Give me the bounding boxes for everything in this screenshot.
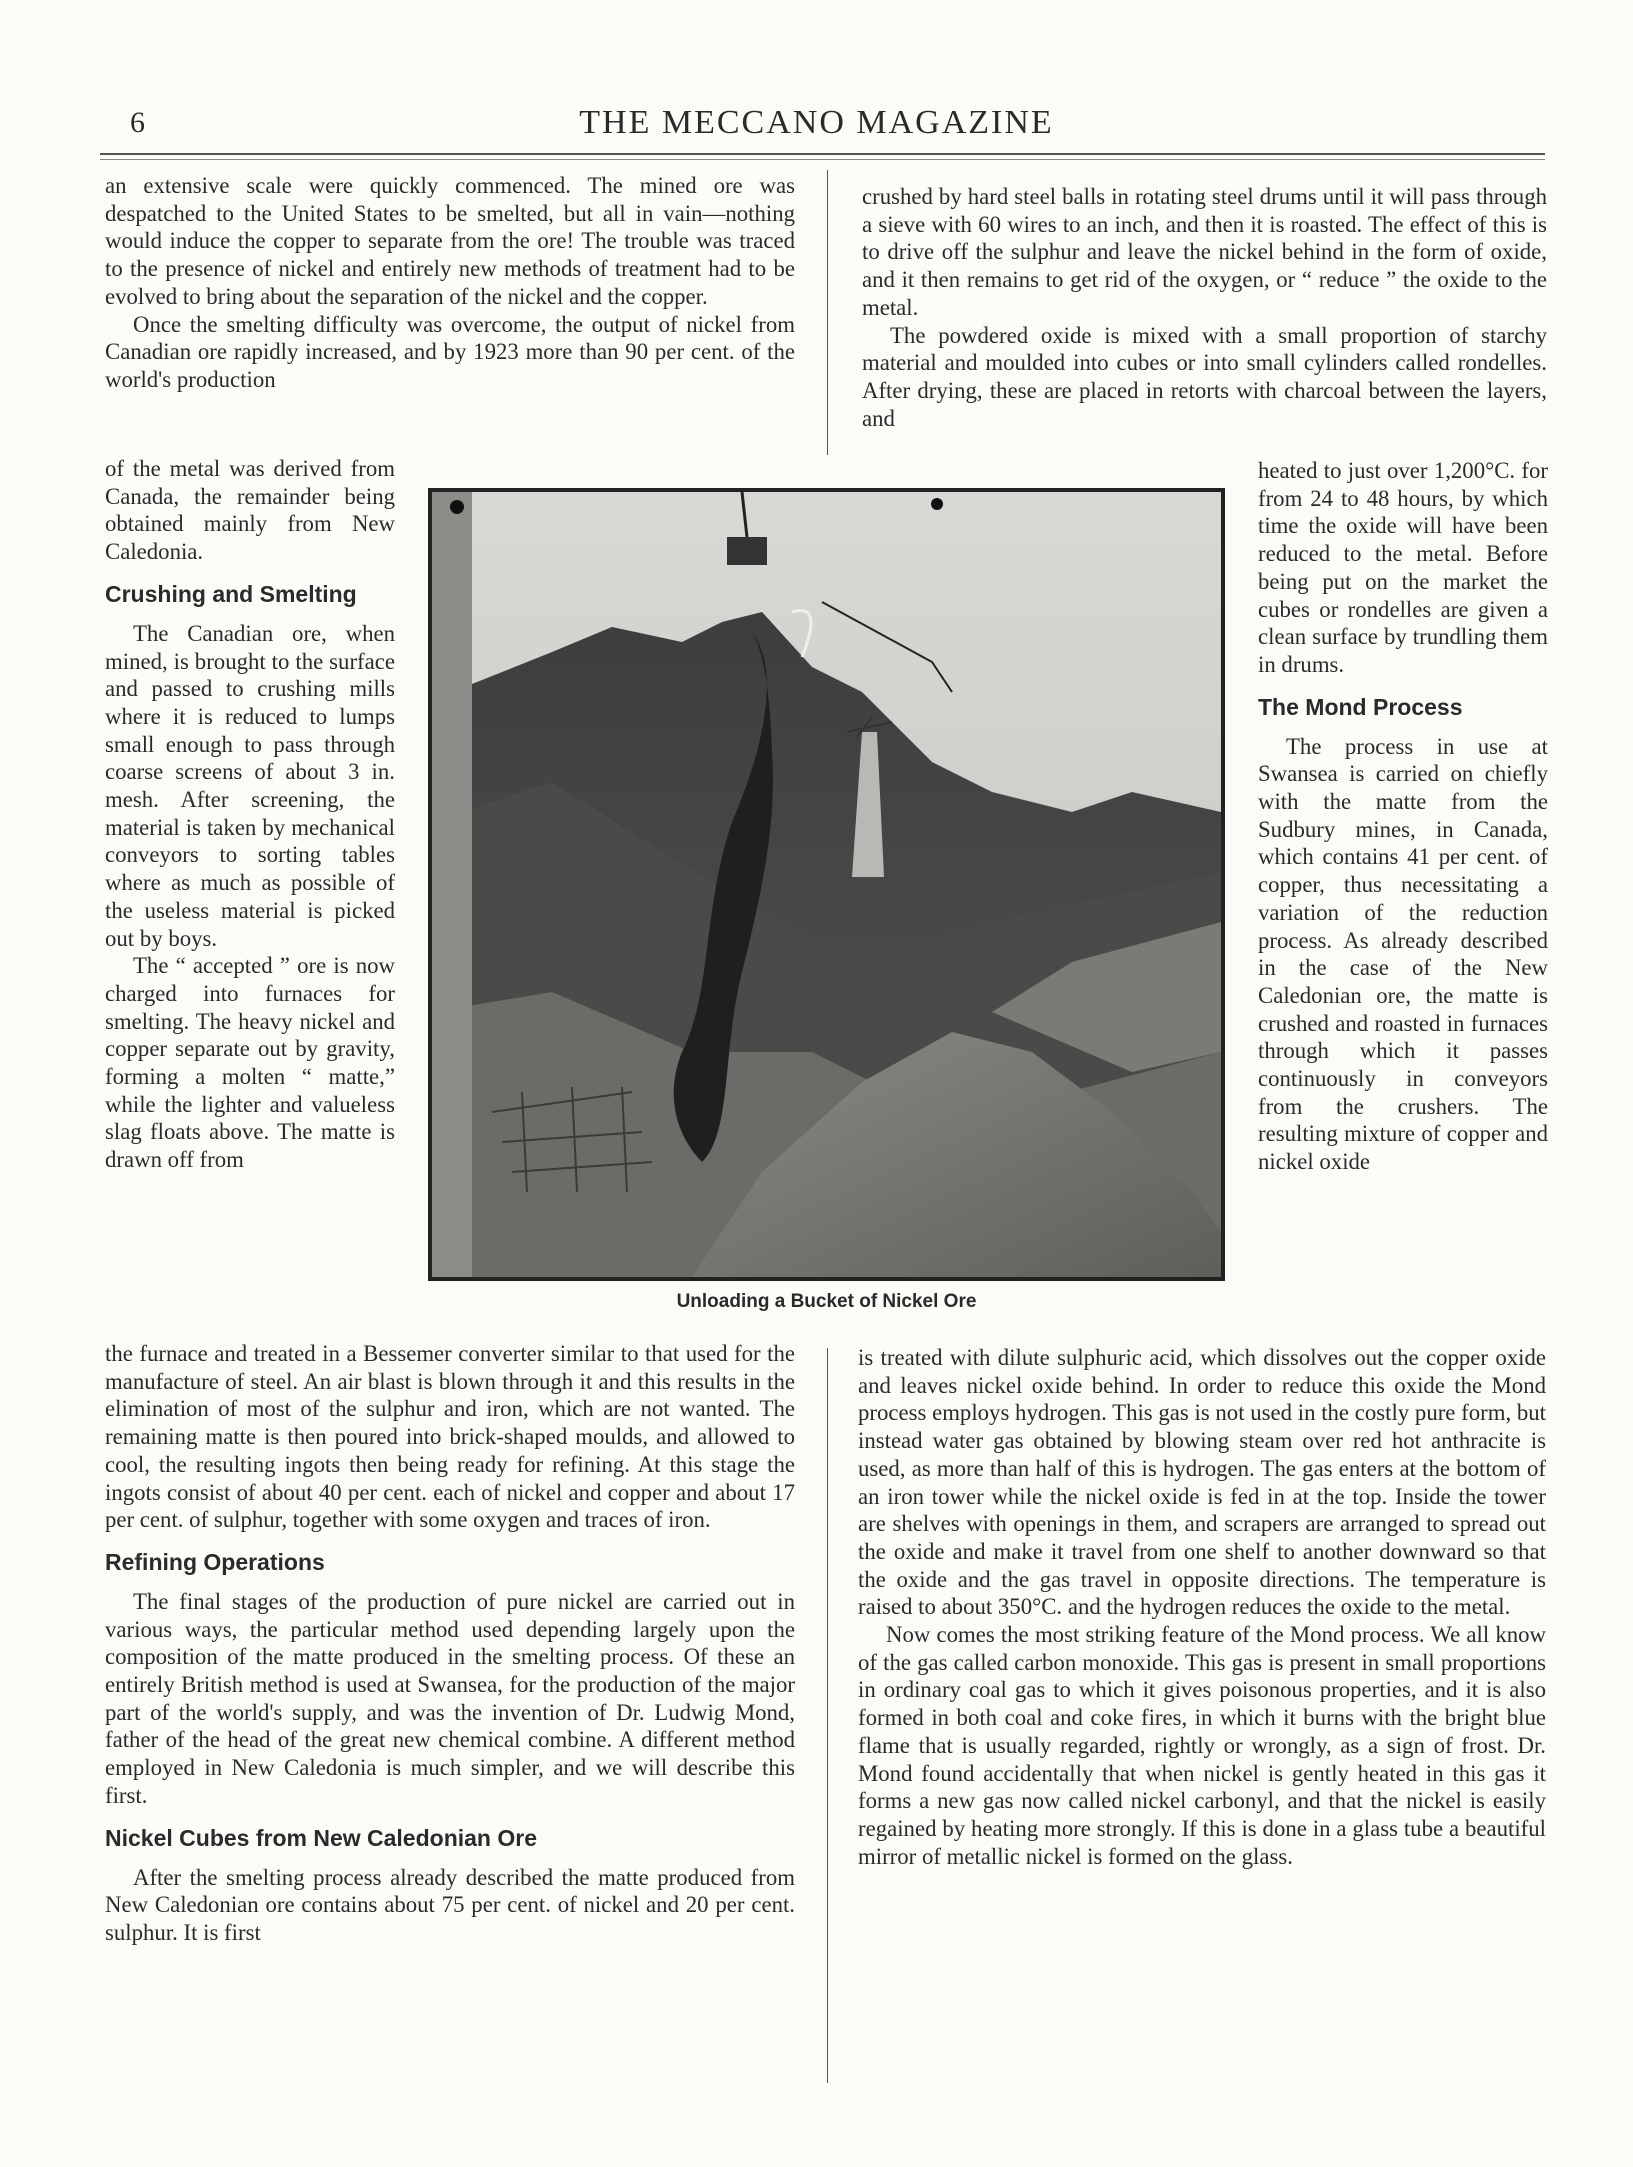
paragraph: an extensive scale were quickly commenced. The mined ore was despatched to the United States to be smelted, but all in vain—nothing would induce the copper to separate from the ore! The trouble was traced to the presence of nickel and entirely new methods of treatment had to be evolved to bring about the separation of the nickel and the copper. bbox=[105, 173, 795, 309]
section-heading-refining: Refining Operations bbox=[105, 1548, 325, 1575]
left-column-bottom bbox=[105, 1340, 795, 1947]
page-number: 6 bbox=[130, 106, 145, 139]
aerial-ropeway-photo bbox=[428, 488, 1225, 1281]
section-heading-nickel-cubes: Nickel Cubes from New Caledonian Ore bbox=[105, 1824, 538, 1851]
paragraph: Now comes the most striking feature of the Mond process. We all know of the gas called carbon monoxide. This gas is present in small proportions in ordinary coal gas to which it gives poisonous properties, and it is also formed in both coal and coke fires, in which it burns with the bright blue flame that is usually regarded, rightly or wrongly, as a sign of frost. Dr. Mond found accidentally that when nickel is gently heated in this gas it forms a new gas now called nickel carbonyl, and that the nickel is easily regained by heating more strongly. If this is done in a glass tube a beautiful mirror of metallic nickel is formed on the glass. bbox=[858, 1622, 1546, 1869]
photo-illustration bbox=[432, 492, 1221, 1277]
section-heading-crushing: Crushing and Smelting bbox=[105, 580, 357, 607]
right-column-bottom bbox=[858, 1344, 1546, 1870]
photo-caption: Unloading a Bucket of Nickel Ore bbox=[676, 1291, 977, 1312]
section-heading-mond: The Mond Process bbox=[1258, 693, 1463, 720]
left-column-narrow bbox=[105, 455, 395, 1174]
column-divider-bottom bbox=[827, 1348, 828, 2083]
header-rule-thin bbox=[100, 159, 1545, 160]
paragraph: heated to just over 1,200°C. for from 24 to 48 hours, by which time the oxide will have been reduced to the metal. Before being put on the market the cubes or rondelles are given a clean surface by trundling them in drums. bbox=[1258, 458, 1548, 677]
column-divider-top bbox=[827, 170, 828, 455]
right-column-narrow bbox=[1258, 457, 1548, 1176]
paragraph: The Canadian ore, when mined, is brought to the surface and passed to crushing mills where it is reduced to lumps small enough to pass through coarse screens of about 3 in. mesh. After screening, the material is taken by mechanical conveyors to sorting tables where as much as possible of the useless material is picked out by boys. bbox=[105, 620, 395, 951]
paragraph: The process in use at Swansea is carried on chiefly with the matte from the Sudbury mines, in Canada, which contains 41 per cent. of copper, thus necessitating a variation of the reduction process. As already described in the case of the New Caledonian ore, the matte is crushed and roasted in furnaces through which it passes continuously in conveyors from the crushers. The resulting mixture of copper and nickel oxide bbox=[1258, 733, 1548, 1175]
paragraph: is treated with dilute sulphuric acid, which dissolves out the copper oxide and leaves nickel oxide behind. In order to reduce this oxide the Mond process employs hydrogen. This gas is not used in the costly pure form, but instead water gas obtained by blowing steam over red hot anthracite is used, as more than half of this is hydrogen. The gas enters at the bottom of an iron tower while the nickel oxide is fed in at the top. Inside the tower are shelves with openings in them, and scrapers are arranged to spread out the oxide and make it travel from one shelf to another downward so that the oxide and the gas travel in opposite directions. The temperature is raised to about 350°C. and the hydrogen reduces the oxide to the metal. bbox=[858, 1345, 1546, 1620]
masthead-title: THE MECCANO MAGAZINE bbox=[579, 104, 1054, 141]
paragraph: The powdered oxide is mixed with a small proportion of starchy material and moulded into cubes or into small cylinders called rondelles. After drying, these are placed in retorts with charcoal between the layers, and bbox=[862, 322, 1547, 431]
paragraph: of the metal was derived from Canada, the remainder being obtained mainly from New Caledonia. bbox=[105, 456, 395, 565]
paragraph: the furnace and treated in a Bessemer converter similar to that used for the manufacture of steel. An air blast is blown through it and this results in the elimination of most of the sulphur and iron, which are not wanted. The remaining matte is then poured into brick-shaped moulds, and allowed to cool, the resulting ingots then being ready for refining. At this stage the ingots consist of about 40 per cent. each of nickel and copper and about 17 per cent. of sulphur, together with some oxygen and traces of iron. bbox=[105, 1341, 795, 1533]
paragraph: crushed by hard steel balls in rotating steel drums until it will pass through a sieve with 60 wires to an inch, and then it is roasted. The effect of this is to drive off the sulphur and leave the nickel behind in the form of oxide, and it then remains to get rid of the oxygen, or “ reduce ” the oxide to the metal. bbox=[862, 184, 1547, 320]
header-rule bbox=[100, 153, 1545, 155]
right-column-top bbox=[862, 183, 1547, 432]
left-column-top bbox=[105, 172, 795, 394]
paragraph: After the smelting process already described the matte produced from New Caledonian ore contains about 75 per cent. of nickel and 20 per cent. sulphur. It is first bbox=[105, 1864, 795, 1945]
paragraph: The final stages of the production of pure nickel are carried out in various ways, the particular method used depending largely upon the composition of the matte produced in the smelting process. Of these an entirely British method is used at Swansea, for the production of the major part of the world's supply, and was the invention of Dr. Ludwig Mond, father of the head of the great new chemical combine. A different method employed in New Caledonia is much simpler, and we will describe this first. bbox=[105, 1588, 795, 1808]
paragraph: Once the smelting difficulty was overcome, the output of nickel from Canadian ore rapidly increased, and by 1923 more than 90 per cent. of the world's production bbox=[105, 311, 795, 392]
paragraph: The “ accepted ” ore is now charged into furnaces for smelting. The heavy nickel and copper separate out by gravity, forming a molten “ matte,” while the lighter and valueless slag floats above. The matte is drawn off from bbox=[105, 953, 395, 1173]
